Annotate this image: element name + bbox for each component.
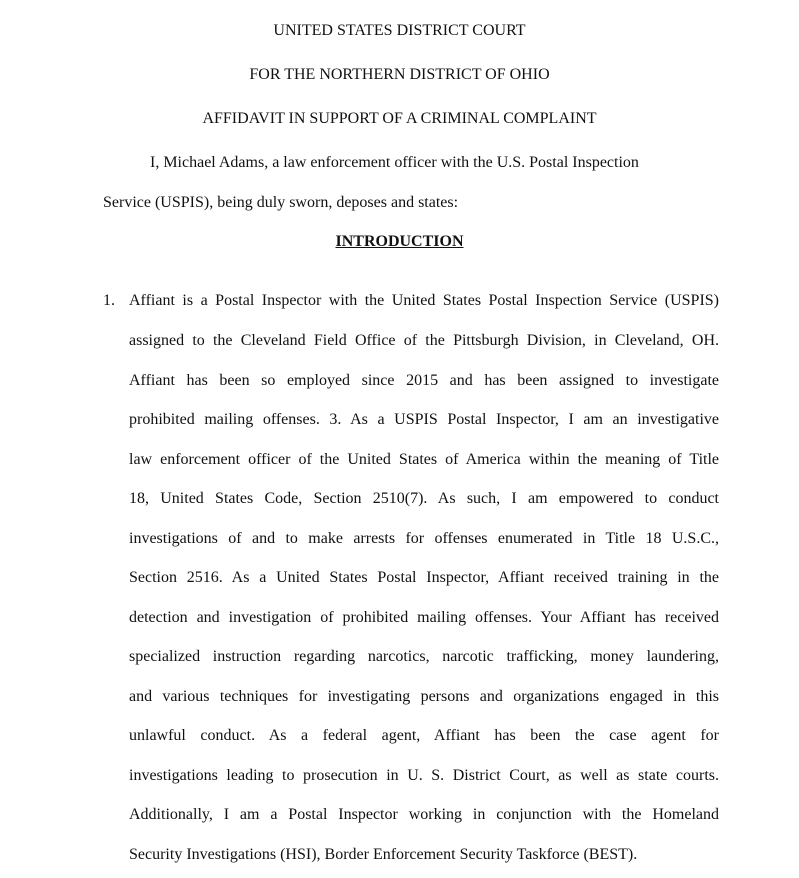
paragraph-line: specialized instruction regarding narcotics, narcotic trafficking, money laundering,: [129, 648, 719, 665]
paragraph-line: investigations leading to prosecution in U. S. District Court, as well as state courts.: [129, 767, 719, 784]
paragraph-line: detection and investigation of prohibited mailing offenses. Your Affiant has received: [129, 609, 719, 626]
document-title: AFFIDAVIT IN SUPPORT OF A CRIMINAL COMPLAINT: [202, 110, 597, 127]
paragraph-line: law enforcement officer of the United States of America within the meaning of Title: [129, 451, 719, 468]
paragraph-line: Section 2516. As a United States Postal Inspector, Affiant received training in the: [129, 569, 719, 586]
intro-line-2: Service (USPIS), being duly sworn, deposes and states:: [103, 194, 459, 211]
paragraph-number: 1.: [103, 292, 115, 309]
paragraph-line: Additionally, I am a Postal Inspector working in conjunction with the Homeland: [129, 806, 719, 823]
paragraph-line: assigned to the Cleveland Field Office of the Pittsburgh Division, in Cleveland, OH.: [129, 332, 719, 349]
intro-line-1: I, Michael Adams, a law enforcement officer with the U.S. Postal Inspection: [150, 154, 639, 171]
paragraph-line: prohibited mailing offenses. 3. As a USPIS Postal Inspector, I am an investigative: [129, 411, 719, 428]
paragraph-line: Security Investigations (HSI), Border Enforcement Security Taskforce (BEST).: [129, 846, 638, 863]
paragraph-line: 18, United States Code, Section 2510(7). As such, I am empowered to conduct: [129, 490, 719, 507]
paragraph-line: Affiant is a Postal Inspector with the United States Postal Inspection Service (USPIS): [129, 292, 719, 309]
paragraph-line: unlawful conduct. As a federal agent, Affiant has been the case agent for: [129, 727, 719, 744]
district-name: FOR THE NORTHERN DISTRICT OF OHIO: [249, 66, 550, 83]
court-name: UNITED STATES DISTRICT COURT: [273, 22, 526, 39]
paragraph-line: Affiant has been so employed since 2015 and has been assigned to investigate: [129, 372, 719, 389]
paragraph-line: and various techniques for investigating persons and organizations engaged in this: [129, 688, 719, 705]
section-heading: INTRODUCTION: [335, 233, 464, 250]
paragraph-line: investigations of and to make arrests for offenses enumerated in Title 18 U.S.C.,: [129, 530, 719, 547]
